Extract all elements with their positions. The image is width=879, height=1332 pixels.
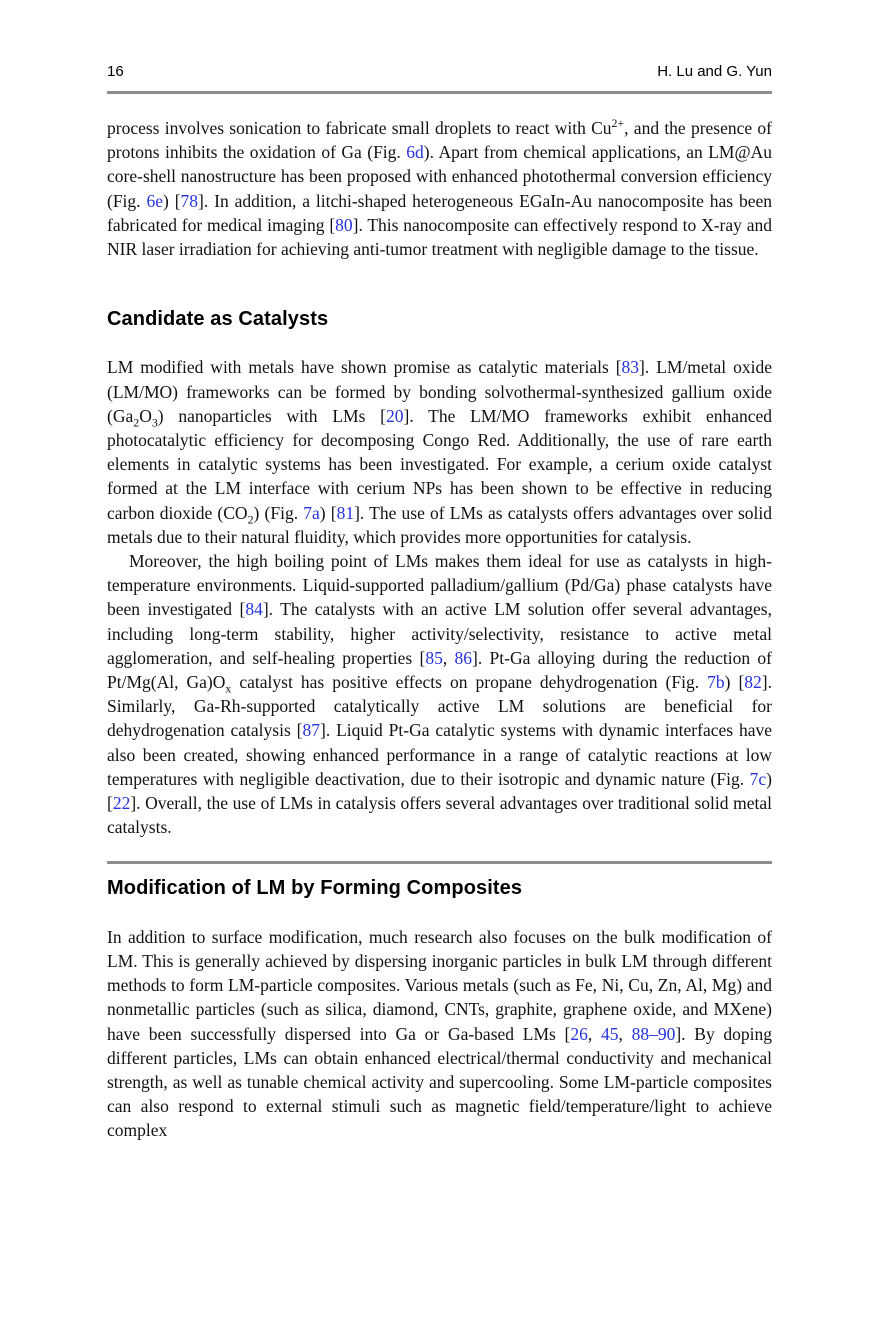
citation-link[interactable]: 82	[744, 672, 762, 693]
content	[107, 116, 772, 1143]
subscript: 2	[133, 415, 140, 430]
text-run: ) [	[319, 502, 337, 523]
text-run: ). Apart from chemical applications, an LM@Au core-shell nanostructure has been proposed with enhanced photothermal conversion efficiency (Fig.	[107, 142, 772, 211]
header-rule	[107, 91, 772, 94]
citation-link[interactable]: 78	[180, 190, 199, 211]
text-run: ) nanoparticles with LMs [	[157, 405, 386, 426]
text-run: ]. LM/metal oxide (LM/MO) frameworks can be formed by bonding solvothermal-synthesized gallium oxide (Ga	[107, 357, 772, 426]
paragraph	[107, 355, 772, 549]
citation-link[interactable]: 7a	[303, 502, 320, 523]
citation-link[interactable]: 7c	[749, 768, 767, 789]
citation-link[interactable]: 20	[386, 405, 404, 426]
text-run: ) [	[162, 190, 181, 211]
subscript: x	[225, 681, 232, 696]
paragraph	[107, 549, 772, 839]
text-run: ,	[618, 1023, 632, 1044]
citation-link[interactable]: 85	[425, 647, 443, 668]
text-run: ,	[442, 647, 455, 668]
text-run: ]. The catalysts with an active LM solution offer several advantages, including long-term stability, higher activity/selectivity, resistance to active metal agglomeration, and self-healing properties [	[107, 599, 772, 668]
text-run: ]. This nanocomposite can effectively respond to X-ray and NIR laser irradiation for achieving anti-tumor treatment with negligible damage to the tissue.	[107, 214, 772, 260]
paragraph	[107, 116, 772, 261]
text-run: , and the presence of protons inhibits the oxidation of Ga (Fig.	[107, 118, 772, 163]
paragraph	[107, 925, 772, 1143]
citation-link[interactable]: 83	[621, 357, 640, 378]
text-run: Moreover, the high boiling point of LMs makes them ideal for use as catalysts in high-temperature environments. Liquid-supported palladium/gallium (Pd/Ga) phase catalysts have been investigated [	[107, 551, 772, 620]
citation-link[interactable]: 6d	[406, 142, 424, 163]
text-run: ) [	[107, 768, 772, 814]
text-run: ) [	[724, 672, 745, 693]
text-run: process involves sonication to fabricate small droplets to react with Cu	[107, 118, 612, 138]
subscript: 2	[247, 512, 254, 527]
text-run: ]. The use of LMs as catalysts offers advantages over solid metals due to their natural fluidity, which provides more opportunities for catalysis.	[107, 502, 773, 547]
citation-link[interactable]: 80	[335, 214, 353, 235]
text-run: ]. The LM/MO frameworks exhibit enhanced photocatalytic efficiency for decomposing Congo Red. Additionally, the use of rare earth elements in catalytic systems has been investigated. For example, a cerium oxide catalyst formed at the LM interface with cerium NPs has been shown to be effective in reducing carbon dioxide (CO	[107, 405, 773, 523]
citation-link[interactable]: 87	[302, 720, 320, 741]
text-run: In addition to surface modification, much research also focuses on the bulk modification of LM. This is generally achieved by dispersing inorganic particles in bulk LM through different methods to form LM-particle composites. Various metals (such as Fe, Ni, Cu, Zn, Al, Mg) and nonmetallic particles (such as silica, diamond, CNTs, graphite, graphene oxide, and MXene) have been successfully dispersed into Ga or Ga-based LMs [	[107, 926, 772, 1044]
citation-link[interactable]: 86	[454, 647, 473, 668]
text-run: ]. Liquid Pt-Ga catalytic systems with dynamic interfaces have also been created, showing enhanced performance in a range of catalytic reactions at low temperatures with negligible deactivation, due to their isotropic and dynamic nature (Fig.	[107, 720, 772, 789]
text-run: ]. Overall, the use of LMs in catalysis offers several advantages over traditional solid metal catalysts.	[107, 793, 772, 838]
section-rule	[107, 861, 772, 864]
citation-link[interactable]: 22	[112, 793, 131, 814]
text-run: ]. Pt-Ga alloying during the reduction of Pt/Mg(Al, Ga)O	[107, 647, 772, 693]
section-heading: Candidate as Catalysts	[107, 308, 329, 331]
text-run: ]. Similarly, Ga-Rh-supported catalytically active LM solutions are beneficial for dehydrogenation catalysis [	[107, 672, 772, 741]
text-run: ,	[587, 1023, 601, 1044]
page-number: 16	[107, 63, 124, 80]
text-run: ]. By doping different particles, LMs can obtain enhanced electrical/thermal conductivity and mechanical strength, as well as tunable chemical activity and supercooling. Some LM-particle composites can also respond to external stimuli such as magnetic field/temperature/light to achieve complex	[107, 1023, 773, 1141]
citation-link[interactable]: 81	[336, 502, 355, 523]
text-run: LM modified with metals have shown promise as catalytic materials [	[107, 357, 622, 378]
citation-link[interactable]: 88–90	[631, 1023, 676, 1044]
text-run: ) (Fig.	[253, 502, 304, 523]
citation-link[interactable]: 6e	[146, 190, 163, 211]
text-run: catalyst has positive effects on propane dehydrogenation (Fig.	[231, 672, 708, 693]
citation-link[interactable]: 84	[245, 599, 263, 620]
citation-link[interactable]: 7b	[707, 672, 725, 693]
citation-link[interactable]: 26	[570, 1023, 588, 1044]
superscript: 2+	[611, 116, 625, 131]
running-header	[107, 0, 772, 80]
running-head-authors: H. Lu and G. Yun	[657, 63, 772, 80]
text-run: O	[139, 405, 152, 426]
subscript: 3	[151, 415, 158, 430]
citation-link[interactable]: 45	[600, 1023, 619, 1044]
text-run: ]. In addition, a litchi-shaped heterogeneous EGaIn-Au nanocomposite has been fabricated for medical imaging [	[107, 190, 773, 235]
section-heading: Modification of LM by Forming Composites	[107, 877, 523, 900]
